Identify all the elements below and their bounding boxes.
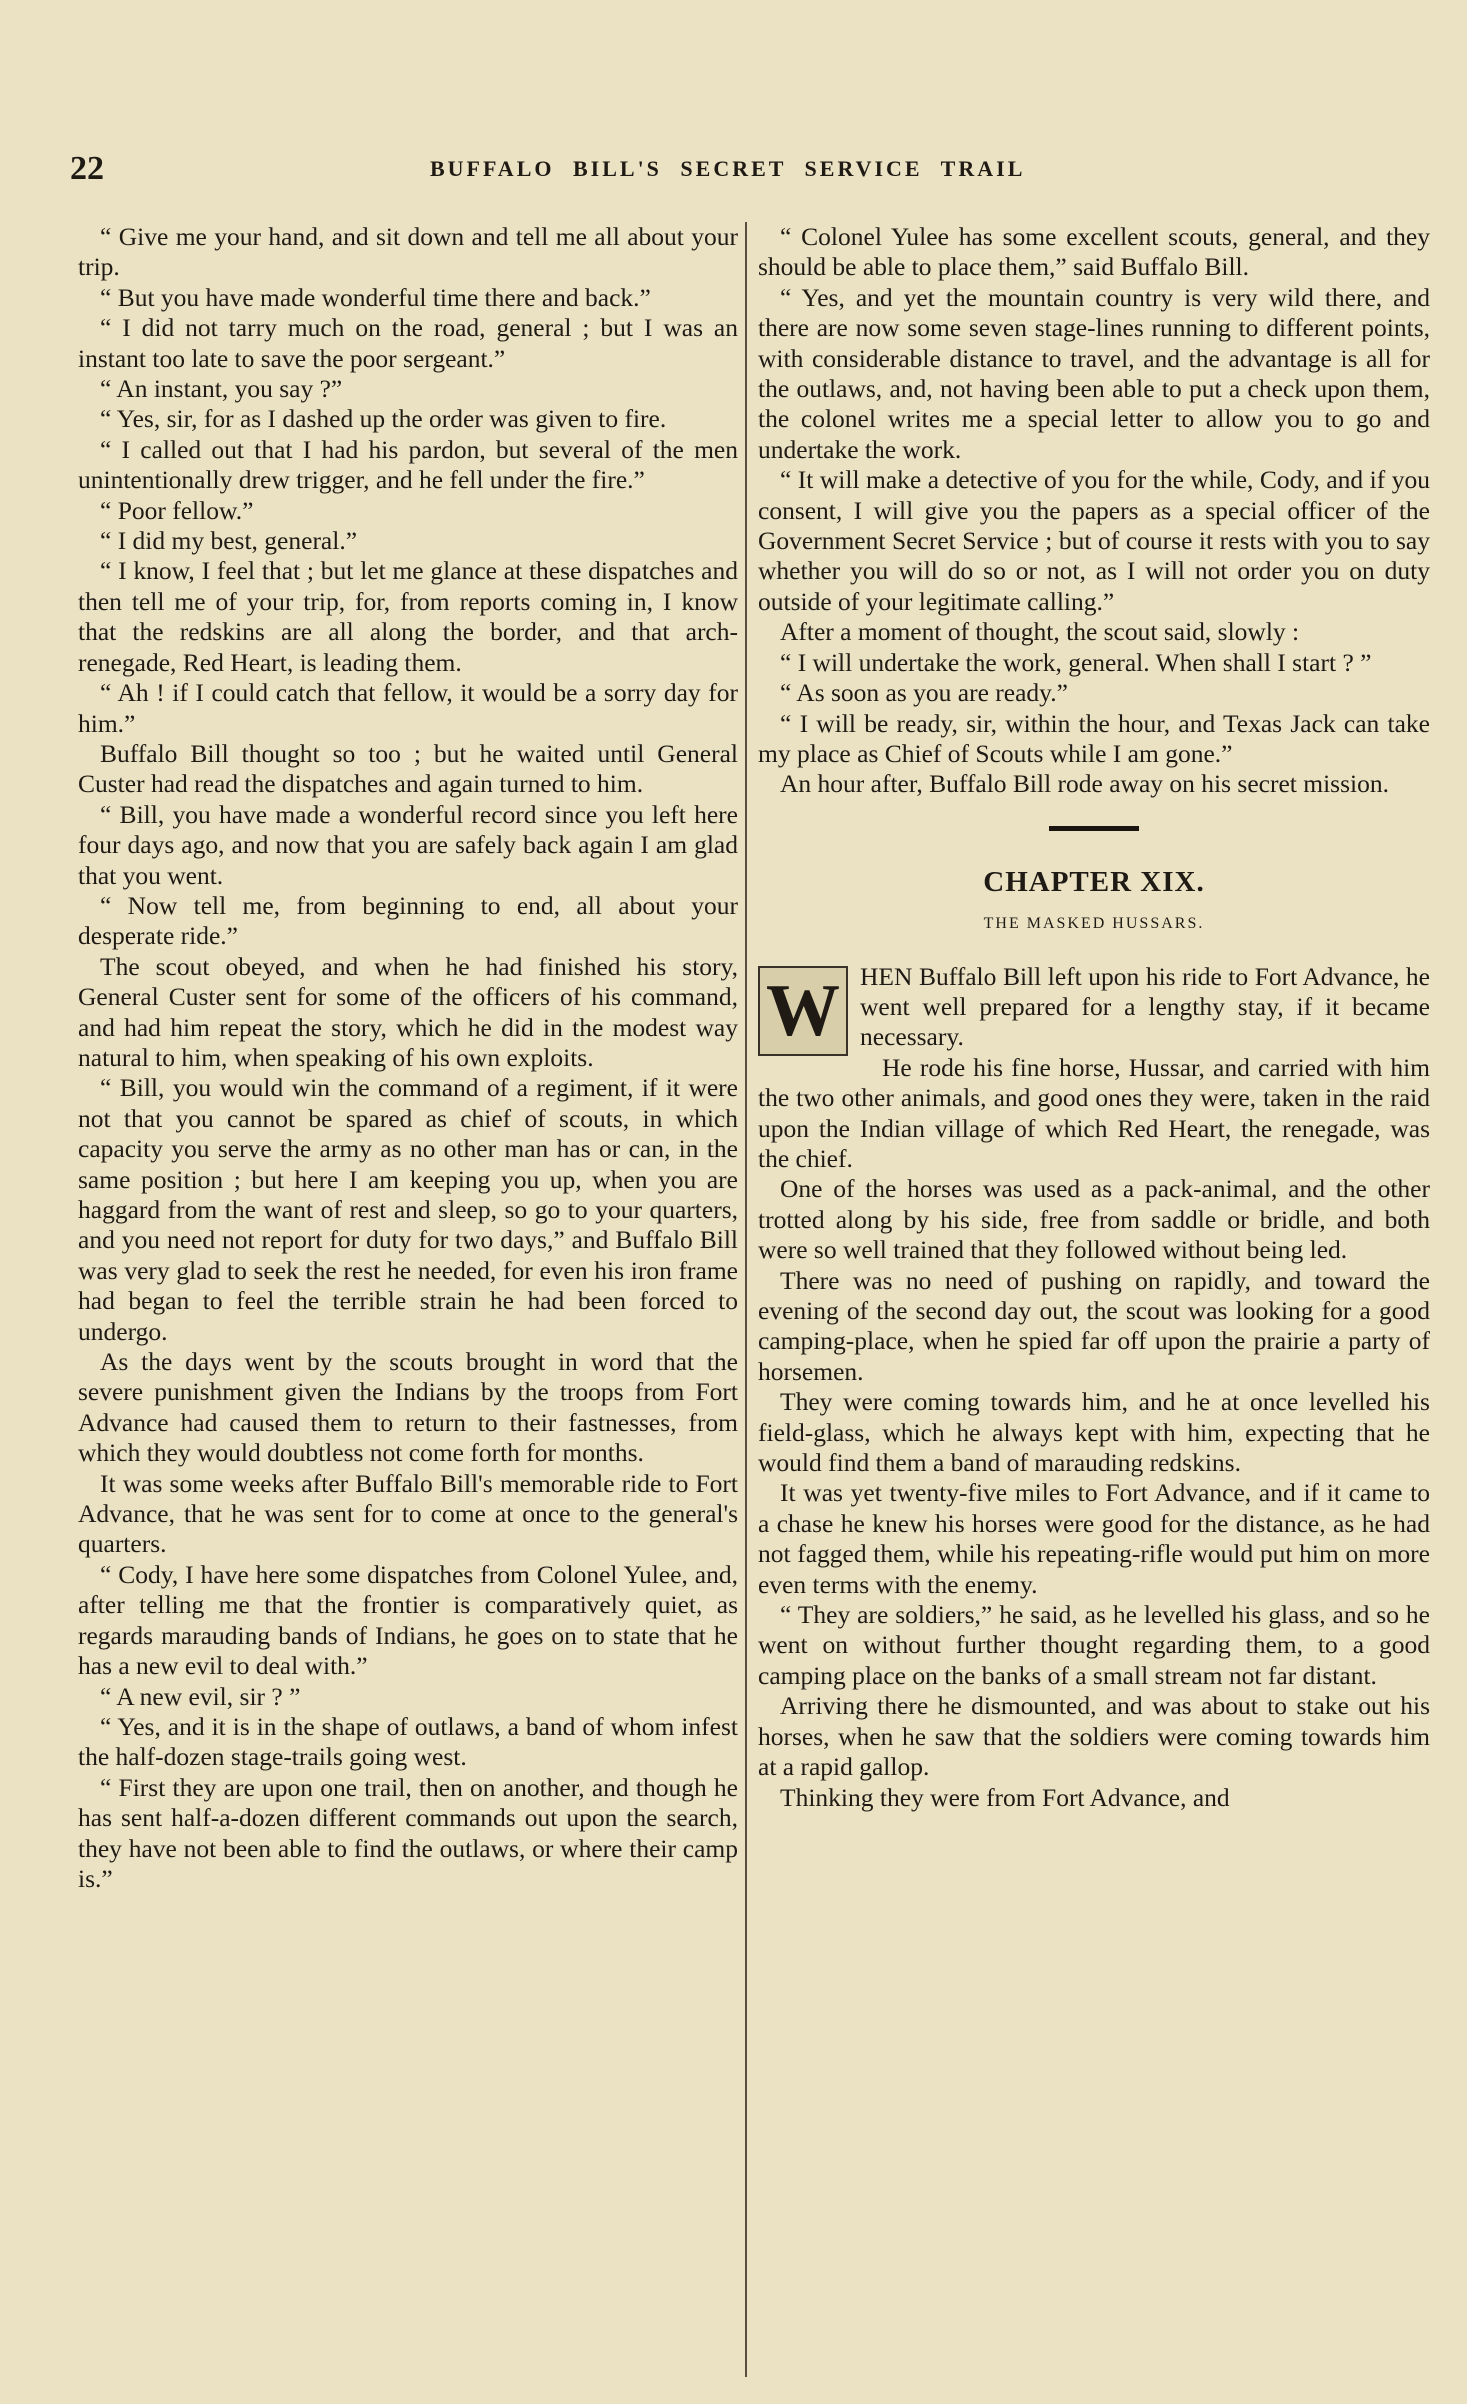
running-title: BUFFALO BILL'S SECRET SERVICE TRAIL <box>430 156 1026 181</box>
paragraph: It was some weeks after Buffalo Bill's memorable ride to Fort Advance, that he was sent for to come at once to the general's quarters. <box>78 1468 738 1559</box>
page-number: 22 <box>70 150 104 187</box>
paragraph: They were coming towards him, and he at once levelled his field-glass, which he always kept with him, expecting that he would find them a band of marauding redskins. <box>758 1387 1430 1478</box>
drop-cap: W <box>758 966 848 1056</box>
paragraph: There was no need of pushing on rapidly, and toward the evening of the second day out, the scout was looking for a good camping-place, when he spied far off upon the prairie a party of horsemen. <box>758 1265 1430 1386</box>
chapter-heading: CHAPTER XIX. <box>983 865 1205 898</box>
chapter-subtitle: THE MASKED HUSSARS. <box>983 915 1205 933</box>
left-column <box>78 222 738 2382</box>
paragraph: “ Yes, and it is in the shape of outlaws, a band of whom infest the half-dozen stage-trails going west. <box>78 1711 738 1772</box>
paragraph: He rode his fine horse, Hussar, and carried with him the two other animals, and good ones they were, taken in the raid upon the Indian village of which Red Heart, the renegade, was the chief. <box>758 1052 1430 1173</box>
paragraph: “ I will undertake the work, general. When shall I start ? ” <box>780 647 1372 677</box>
paragraph: “ A new evil, sir ? ” <box>100 1681 301 1711</box>
paragraph: It was yet twenty-five miles to Fort Advance, and if it came to a chase he knew his horses were good for the distance, as he had not fagged them, while his repeating-rifle would put him on more even terms with the enemy. <box>758 1478 1430 1599</box>
paragraph: “ Bill, you would win the command of a regiment, if it were not that you cannot be spared as chief of scouts, in which capacity you serve the army as no other man has or can, in the same position ; but here I am keeping you up, when you are haggard from the want of rest and sleep, so go to your quarters, and you need not report for duty for two days,” and Buffalo Bill was very glad to seek the rest he needed, for even his iron frame had began to feel the terrible strain he had been forced to undergo. <box>78 1073 738 1346</box>
paragraph: As the days went by the scouts brought in word that the severe punishment given the Indians by the troops from Fort Advance had caused them to return to their fastnesses, from which they would doubtless not come forth for months. <box>78 1347 738 1468</box>
paragraph: “ An instant, you say ?” <box>100 374 343 404</box>
paragraph: Arriving there he dismounted, and was about to stake out his horses, when he saw that the soldiers were coming towards him at a rapid gallop. <box>758 1691 1430 1782</box>
paragraph: “ I will be ready, sir, within the hour, and Texas Jack can take my place as Chief of Scouts while I am gone.” <box>758 708 1430 768</box>
paragraph: “ Cody, I have here some dispatches from Colonel Yulee, and, after telling me that the frontier is comparatively quiet, as regards marauding bands of Indians, he goes on to state that he has a new evil to deal with.” <box>78 1559 738 1681</box>
paragraph: “ Now tell me, from beginning to end, all about your desperate ride.” <box>78 890 738 951</box>
paragraph: “ Yes, sir, for as I dashed up the order was given to fire. <box>100 404 667 434</box>
paragraph: “ Bill, you have made a wonderful record since you left here four days ago, and now that you are safely back again I am glad that you went. <box>78 799 738 890</box>
paragraph: “ Ah ! if I could catch that fellow, it would be a sorry day for him.” <box>78 678 738 738</box>
paragraph: “ But you have made wonderful time there and back.” <box>100 282 651 312</box>
paragraph: One of the horses was used as a pack-animal, and the other trotted along by his side, free from saddle or bridle, and both were so well trained that they followed without being led. <box>758 1174 1430 1265</box>
paragraph: “ I did my best, general.” <box>100 526 358 556</box>
paragraph: “ I know, I feel that ; but let me glance at these dispatches and then tell me of your trip, for, from reports coming in, I know that the redskins are all along the border, and that arch-renegade, Red Heart, is leading them. <box>78 556 738 677</box>
paragraph: An hour after, Buffalo Bill rode away on his secret mission. <box>780 769 1389 799</box>
paragraph: “ Poor fellow.” <box>100 495 254 525</box>
paragraph: After a moment of thought, the scout said, slowly : <box>780 617 1300 647</box>
paragraph: The scout obeyed, and when he had finished his story, General Custer sent for some of the officers of his command, and had him repeat the story, which he did in the modest way natural to him, when speaking of his own exploits. <box>78 951 738 1072</box>
paragraph: Buffalo Bill thought so too ; but he waited until General Custer had read the dispatches and again turned to him. <box>78 738 738 799</box>
paragraph: “ First they are upon one trail, then on another, and though he has sent half-a-dozen different commands out upon the search, they have not been able to find the outlaws, or where their camp is.” <box>78 1772 738 1893</box>
paragraph: “ As soon as you are ready.” <box>780 678 1068 708</box>
paragraph: Thinking they were from Fort Advance, and <box>780 1782 1230 1812</box>
opening-text: HEN Buffalo Bill left upon his ride to Fort Advance, he went well prepared for a lengthy stay, if it became necessary. <box>860 961 1430 1052</box>
chapter-opening-paragraph <box>758 962 1430 1053</box>
right-column <box>758 222 1430 2382</box>
section-divider <box>1049 826 1139 831</box>
paragraph: “ Colonel Yulee has some excellent scouts, general, and they should be able to place them,” said Buffalo Bill. <box>758 222 1430 282</box>
paragraph: “ They are soldiers,” he said, as he levelled his glass, and so he went on without further thought regarding them, to a good camping place on the banks of a small stream not far distant. <box>758 1600 1430 1690</box>
column-divider <box>745 222 747 2377</box>
running-head <box>70 150 1430 190</box>
paragraph: “ I called out that I had his pardon, but several of the men unintentionally drew trigger, and he fell under the fire.” <box>78 434 738 495</box>
paragraph: “ It will make a detective of you for the while, Cody, and if you consent, I will give you the papers as a special officer of the Government Secret Service ; but of course it rests with you to say whether you will do so or not, as I will not order you on duty outside of your legitimate calling.” <box>758 465 1430 616</box>
paragraph: “ Yes, and yet the mountain country is very wild there, and there are now some seven stage-lines running to different points, with considerable distance to travel, and the advantage is all for the outlaws, and, not having been able to put a check upon them, the colonel writes me a special letter to allow you to go and undertake the work. <box>758 282 1430 464</box>
paragraph: “ I did not tarry much on the road, general ; but I was an instant too late to save the poor sergeant.” <box>78 313 738 373</box>
paragraph: “ Give me your hand, and sit down and tell me all about your trip. <box>78 222 738 282</box>
